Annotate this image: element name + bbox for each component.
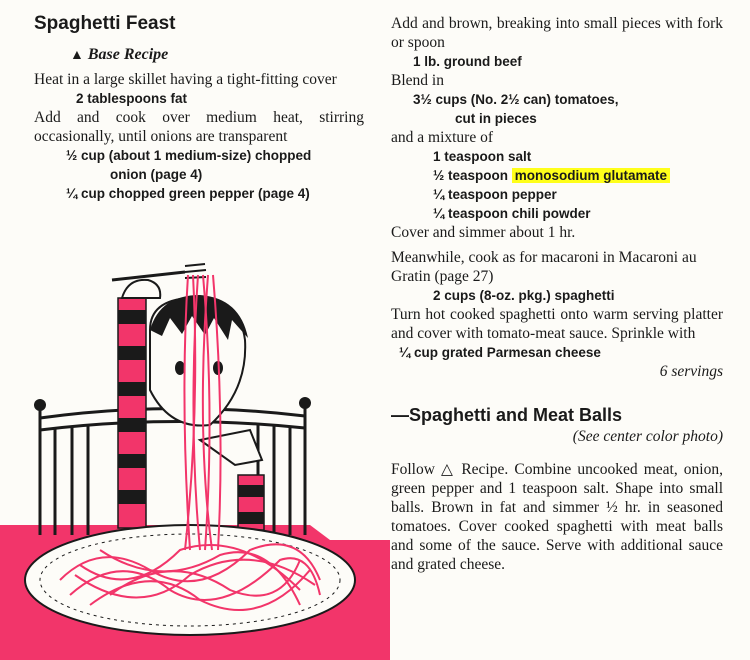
recipe-title: Spaghetti Feast — [34, 13, 176, 34]
ingredient-msg — [391, 166, 723, 185]
base-recipe-label: Base Recipe — [87, 46, 169, 63]
boy-hand — [122, 280, 160, 298]
step-meanwhile: Meanwhile, cook as for macaroni in Macaroni au Gratin (page 27) — [391, 249, 697, 285]
right-striped-arm — [238, 475, 264, 530]
step-simmer: Cover and simmer about 1 hr. — [391, 224, 576, 241]
spaghetti-boy-illustration — [0, 250, 390, 660]
step-heat-skillet: Heat in a large skillet having a tight-fitting cover — [34, 71, 337, 88]
left-column — [34, 12, 364, 203]
highlighted-msg: monosodium glutamate — [512, 168, 670, 183]
step-add-brown: Add and brown, breaking into small pieces with fork or spoon — [391, 15, 723, 51]
ingredient-msg-amount: ½ teaspoon — [433, 168, 509, 183]
ingredient-spaghetti: 2 cups (8-oz. pkg.) spaghetti — [433, 288, 615, 303]
variation-title: —Spaghetti and Meat Balls — [391, 405, 623, 425]
step-blend-in: Blend in — [391, 72, 444, 89]
filled-triangle-icon: ▲ — [70, 48, 84, 63]
ingredient-green-pepper: ¼ cup chopped green pepper (page 4) — [66, 186, 310, 201]
variation-note: (See center color photo) — [572, 428, 723, 445]
ingredient-salt: 1 teaspoon salt — [433, 149, 532, 164]
step-add-cook: Add and cook over medium heat, stirring occasionally, until onions are transparent — [34, 109, 364, 145]
ingredient-tomatoes-cont: cut in pieces — [455, 111, 537, 126]
base-recipe-heading — [34, 46, 364, 64]
servings: 6 servings — [659, 363, 723, 380]
ingredient-pepper: ¼ teaspoon pepper — [433, 187, 557, 202]
left-striped-arm — [118, 298, 146, 528]
ingredient-ground-beef: 1 lb. ground beef — [413, 54, 522, 69]
fork-handle — [112, 272, 185, 280]
ingredient-parmesan: ¼ cup grated Parmesan cheese — [399, 345, 601, 360]
ingredient-chili: ¼ teaspoon chili powder — [433, 206, 591, 221]
step-mixture: and a mixture of — [391, 129, 494, 146]
ingredient-tomatoes: 3½ cups (No. 2½ can) tomatoes, — [413, 92, 619, 107]
chair-back — [40, 408, 305, 535]
step-turn-onto-platter: Turn hot cooked spaghetti onto warm serving platter and cover with tomato-meat sauce. Sprinkle with — [391, 306, 723, 342]
ingredient-onion-cont: onion (page 4) — [110, 167, 203, 182]
ingredient-onion: ½ cup (about 1 medium-size) chopped — [66, 148, 312, 163]
variation-text: Follow △ Recipe. Combine uncooked meat, onion, green pepper and 1 teaspoon salt. Shape into small balls. Brown in fat and simmer ½ hr. in seasoned tomatoes. Cover cooked spaghetti with meat balls and some of the sauce. Serve with additional sauce and grated cheese. — [391, 461, 723, 573]
right-column — [391, 14, 723, 574]
ingredient-fat: 2 tablespoons fat — [76, 91, 188, 106]
